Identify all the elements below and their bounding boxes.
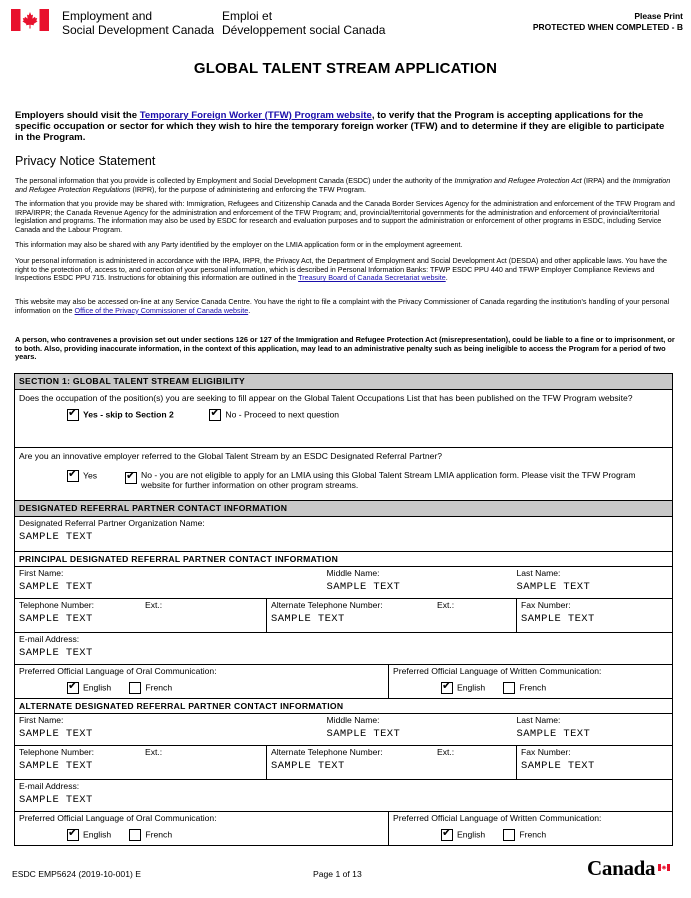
privacy-p1-irpa: Immigration and Refugee Protection Act bbox=[454, 176, 582, 185]
first-name-label: First Name: bbox=[19, 568, 64, 578]
fax-label: Fax Number: bbox=[521, 747, 571, 757]
principal-email-cell[interactable] bbox=[15, 633, 673, 665]
privacy-p1-text3: (IRPR), for the purpose of administering and enforcing the TFW Program. bbox=[130, 184, 367, 194]
alternate-last-name-field[interactable]: SAMPLE TEXT bbox=[516, 728, 591, 740]
alternate-first-name-field[interactable]: SAMPLE TEXT bbox=[19, 728, 93, 740]
question-2-text: Are you an innovative employer referred to the Global Talent Stream by an ESDC Designated Referral Partner? bbox=[19, 451, 443, 461]
privacy-paragraph-4 bbox=[15, 257, 675, 283]
alternate-oral-french-checkbox[interactable] bbox=[129, 829, 141, 841]
alternate-oral-french-option[interactable] bbox=[129, 829, 172, 841]
alt-telephone-label: Alternate Telephone Number: bbox=[271, 747, 383, 757]
q2-yes-checkbox[interactable] bbox=[67, 470, 79, 482]
privacy-p1-text2: (IRPA) and the bbox=[581, 176, 633, 185]
privacy-commissioner-link[interactable]: Office of the Privacy Commissioner of Canada website bbox=[74, 305, 249, 315]
department-name-french bbox=[222, 9, 385, 37]
dept-en-line1: Employment and bbox=[62, 9, 153, 23]
english-label: English bbox=[457, 829, 486, 840]
application-form bbox=[14, 373, 673, 846]
alternate-written-english-checkbox[interactable] bbox=[441, 829, 453, 841]
intro-paragraph bbox=[15, 110, 675, 143]
alternate-telephone-field[interactable]: SAMPLE TEXT bbox=[19, 760, 93, 772]
please-print-label: Please Print bbox=[634, 11, 683, 21]
principal-alt-telephone-cell[interactable] bbox=[267, 599, 517, 633]
wordmark-flag-icon bbox=[658, 858, 670, 865]
q2-yes-option[interactable] bbox=[67, 470, 125, 490]
principal-middle-name-cell[interactable] bbox=[267, 567, 517, 599]
privacy-paragraph-5 bbox=[15, 298, 675, 315]
principal-written-english-option[interactable] bbox=[441, 682, 501, 694]
principal-header: PRINCIPAL DESIGNATED REFERRAL PARTNER CONTACT INFORMATION bbox=[15, 552, 673, 567]
email-label: E-mail Address: bbox=[19, 781, 80, 791]
alternate-oral-language-cell bbox=[15, 812, 389, 846]
treasury-board-link[interactable]: Treasury Board of Canada Secretariat website bbox=[298, 273, 446, 283]
oral-language-label: Preferred Official Language of Oral Communication: bbox=[19, 813, 217, 823]
alternate-written-language-cell bbox=[389, 812, 673, 846]
question-2-cell bbox=[15, 448, 673, 501]
q2-no-label: No - you are not eligible to apply for an LMIA using this Global Talent Stream LMIA application form. Please visit the TFW Program website for further information on other program streams. bbox=[141, 469, 636, 490]
alternate-alt-telephone-cell[interactable] bbox=[267, 746, 517, 780]
principal-telephone-field[interactable]: SAMPLE TEXT bbox=[19, 613, 93, 625]
alternate-middle-name-cell[interactable] bbox=[267, 714, 517, 746]
misrepresentation-warning: A person, who contravenes a provision set out under sections 126 or 127 of the Immigration and Refugee Protection Act (misrepresentation), could be liable to a fine or to imprisonment, or to both. Also, providing inaccurate information, in the context of this application, may lead to an administrative penalty such as being ineligible to access the Program for a period of two years. bbox=[15, 335, 675, 362]
q1-no-label: No - Proceed to next question bbox=[225, 408, 340, 419]
principal-alt-telephone-field[interactable]: SAMPLE TEXT bbox=[271, 613, 345, 625]
q2-yes-label: Yes bbox=[83, 469, 98, 480]
question-1-text: Does the occupation of the position(s) you are seeking to fill appear on the Global Talent Occupations List that has been published on the TFW Program website? bbox=[19, 393, 633, 403]
written-language-label: Preferred Official Language of Written Communication: bbox=[393, 813, 602, 823]
page-title: GLOBAL TALENT STREAM APPLICATION bbox=[193, 60, 498, 77]
alternate-oral-english-option[interactable] bbox=[67, 829, 127, 841]
alternate-written-french-option[interactable] bbox=[503, 829, 546, 841]
protected-label: PROTECTED WHEN COMPLETED - B bbox=[532, 22, 683, 32]
privacy-p1-irpr: Immigration and Refugee Protection Regulations bbox=[15, 176, 671, 194]
principal-telephone-cell[interactable] bbox=[15, 599, 267, 633]
principal-oral-language-cell bbox=[15, 665, 389, 699]
principal-email-field[interactable]: SAMPLE TEXT bbox=[19, 647, 93, 659]
drp-org-field[interactable]: SAMPLE TEXT bbox=[19, 531, 93, 543]
email-label: E-mail Address: bbox=[19, 634, 80, 644]
last-name-label: Last Name: bbox=[516, 568, 561, 578]
principal-oral-english-option[interactable] bbox=[67, 682, 127, 694]
alternate-email-field[interactable]: SAMPLE TEXT bbox=[19, 794, 93, 806]
telephone-label: Telephone Number: bbox=[19, 747, 95, 757]
privacy-p5-end: . bbox=[248, 305, 251, 315]
drp-org-cell[interactable] bbox=[15, 517, 673, 552]
french-label: French bbox=[519, 829, 547, 840]
french-label: French bbox=[519, 682, 547, 693]
principal-fax-field[interactable]: SAMPLE TEXT bbox=[521, 613, 595, 625]
department-name-english bbox=[62, 9, 214, 37]
last-name-label: Last Name: bbox=[516, 715, 561, 725]
privacy-p5-text: This website may also be accessed on-line at any Service Canada Centre. You have the right to file a complaint with the Privacy Commissioner of Canada regarding the institution's handling of your personal information on the bbox=[15, 297, 670, 315]
drp-org-label: Designated Referral Partner Organization Name: bbox=[19, 518, 205, 528]
question-1-cell bbox=[15, 390, 673, 448]
alternate-alt-telephone-field[interactable]: SAMPLE TEXT bbox=[271, 760, 345, 772]
q1-yes-option[interactable] bbox=[67, 409, 207, 421]
canada-flag-icon bbox=[11, 9, 49, 31]
principal-written-language-cell bbox=[389, 665, 673, 699]
ext2-label: Ext.: bbox=[437, 600, 455, 610]
drp-header: DESIGNATED REFERRAL PARTNER CONTACT INFORMATION bbox=[15, 501, 673, 517]
section1-header: SECTION 1: GLOBAL TALENT STREAM ELIGIBILITY bbox=[15, 374, 673, 390]
dept-en-line2: Social Development Canada bbox=[62, 23, 215, 37]
intro-text-after: , to verify that the Program is accepting applications for the specific occupation or sector for which they wish to hire the temporary foreign worker (TFW) and to determine if they are eligible to participate in the Program. bbox=[15, 110, 665, 143]
protection-notice bbox=[533, 11, 683, 33]
q1-no-checkbox[interactable] bbox=[209, 409, 221, 421]
q2-no-checkbox[interactable] bbox=[125, 472, 137, 484]
principal-fax-cell[interactable] bbox=[517, 599, 673, 633]
principal-written-english-checkbox[interactable] bbox=[441, 682, 453, 694]
q1-no-option[interactable] bbox=[209, 409, 339, 421]
ext-label: Ext.: bbox=[145, 747, 163, 757]
canada-wordmark-text: Canada bbox=[587, 856, 656, 880]
first-name-label: First Name: bbox=[19, 715, 64, 725]
alternate-telephone-cell[interactable] bbox=[15, 746, 267, 780]
oral-language-label: Preferred Official Language of Oral Communication: bbox=[19, 666, 217, 676]
canada-wordmark bbox=[587, 856, 655, 881]
ext2-label: Ext.: bbox=[437, 747, 455, 757]
middle-name-label: Middle Name: bbox=[326, 568, 380, 578]
ext-label: Ext.: bbox=[145, 600, 163, 610]
fax-label: Fax Number: bbox=[521, 600, 571, 610]
principal-written-french-checkbox[interactable] bbox=[503, 682, 515, 694]
privacy-paragraph-3: This information may also be shared with any Party identified by the employer on the LMIA application form or in the employment agreement. bbox=[15, 240, 463, 249]
privacy-p4-text: Your personal information is administered in accordance with the IRPA, IRPR, the Privacy Act, the Department of Employment and Social Development Act (DESDA) and other applicable laws. You have the right to the protection of, access to, and correction of your personal information, which is described in Personal Information Banks: TFWP ESDC PPU 440 and TFWP Employer Compliance Reviews and Inspections ESDC PPU 715. Instructions for obtaining this information are outlined in the bbox=[15, 256, 668, 283]
form-identifier: ESDC EMP5624 (2019-10-001) E bbox=[12, 869, 141, 879]
alt-telephone-label: Alternate Telephone Number: bbox=[271, 600, 383, 610]
alternate-written-english-option[interactable] bbox=[441, 829, 501, 841]
principal-oral-french-checkbox[interactable] bbox=[129, 682, 141, 694]
alternate-email-cell[interactable] bbox=[15, 780, 673, 812]
alternate-last-name-cell[interactable] bbox=[517, 714, 673, 746]
privacy-p1-text: The personal information that you provide is collected by Employment and Social Development Canada (ESDC) under the authority of the bbox=[15, 176, 455, 185]
english-label: English bbox=[83, 682, 112, 693]
page-number: Page 1 of 13 bbox=[313, 869, 362, 879]
privacy-paragraph-1 bbox=[15, 177, 675, 194]
dept-fr-line1: Emploi et bbox=[222, 9, 273, 23]
principal-oral-english-checkbox[interactable] bbox=[67, 682, 79, 694]
principal-last-name-field[interactable]: SAMPLE TEXT bbox=[516, 581, 591, 593]
alternate-oral-english-checkbox[interactable] bbox=[67, 829, 79, 841]
principal-first-name-cell[interactable] bbox=[15, 567, 267, 599]
privacy-p4-end: . bbox=[445, 273, 448, 283]
q2-no-option[interactable] bbox=[125, 470, 645, 490]
alternate-first-name-cell[interactable] bbox=[15, 714, 267, 746]
alternate-fax-cell[interactable] bbox=[517, 746, 673, 780]
q1-yes-checkbox[interactable] bbox=[67, 409, 79, 421]
dept-fr-line2: Développement social Canada bbox=[222, 23, 386, 37]
telephone-label: Telephone Number: bbox=[19, 600, 95, 610]
french-label: French bbox=[145, 682, 173, 693]
principal-last-name-cell[interactable] bbox=[517, 567, 673, 599]
written-language-label: Preferred Official Language of Written Communication: bbox=[393, 666, 602, 676]
principal-middle-name-field[interactable]: SAMPLE TEXT bbox=[326, 581, 401, 593]
english-label: English bbox=[83, 829, 112, 840]
french-label: French bbox=[145, 829, 173, 840]
alternate-fax-field[interactable]: SAMPLE TEXT bbox=[521, 760, 595, 772]
alternate-header: ALTERNATE DESIGNATED REFERRAL PARTNER CONTACT INFORMATION bbox=[15, 699, 673, 714]
privacy-paragraph-2: The information that you provide may be shared with: Immigration, Refugees and Citizenship Canada and the Canada Border Services Agency for the administration and enforcement of the TFW Program and IRPA/IRPR; the Canada Revenue Agency for the administration and enforcement of the TFW Program; and, provincial/territorial governments for the administration and enforcement of provincial/territorial legislation and programs. The information may also be used by ESDC for research and evaluation purposes and to support the administration or enforcement of other programs in ESDC, including Service Canada and the Labour Program. bbox=[15, 199, 675, 234]
principal-first-name-field[interactable]: SAMPLE TEXT bbox=[19, 581, 93, 593]
english-label: English bbox=[457, 682, 486, 693]
principal-written-french-option[interactable] bbox=[503, 682, 546, 694]
tfw-program-link[interactable]: Temporary Foreign Worker (TFW) Program website bbox=[139, 110, 372, 121]
alternate-written-french-checkbox[interactable] bbox=[503, 829, 515, 841]
principal-oral-french-option[interactable] bbox=[129, 682, 172, 694]
intro-text-before: Employers should visit the bbox=[15, 110, 140, 121]
privacy-heading: Privacy Notice Statement bbox=[15, 154, 156, 168]
q1-yes-label: Yes - skip to Section 2 bbox=[83, 408, 174, 419]
middle-name-label: Middle Name: bbox=[326, 715, 380, 725]
alternate-middle-name-field[interactable]: SAMPLE TEXT bbox=[326, 728, 401, 740]
